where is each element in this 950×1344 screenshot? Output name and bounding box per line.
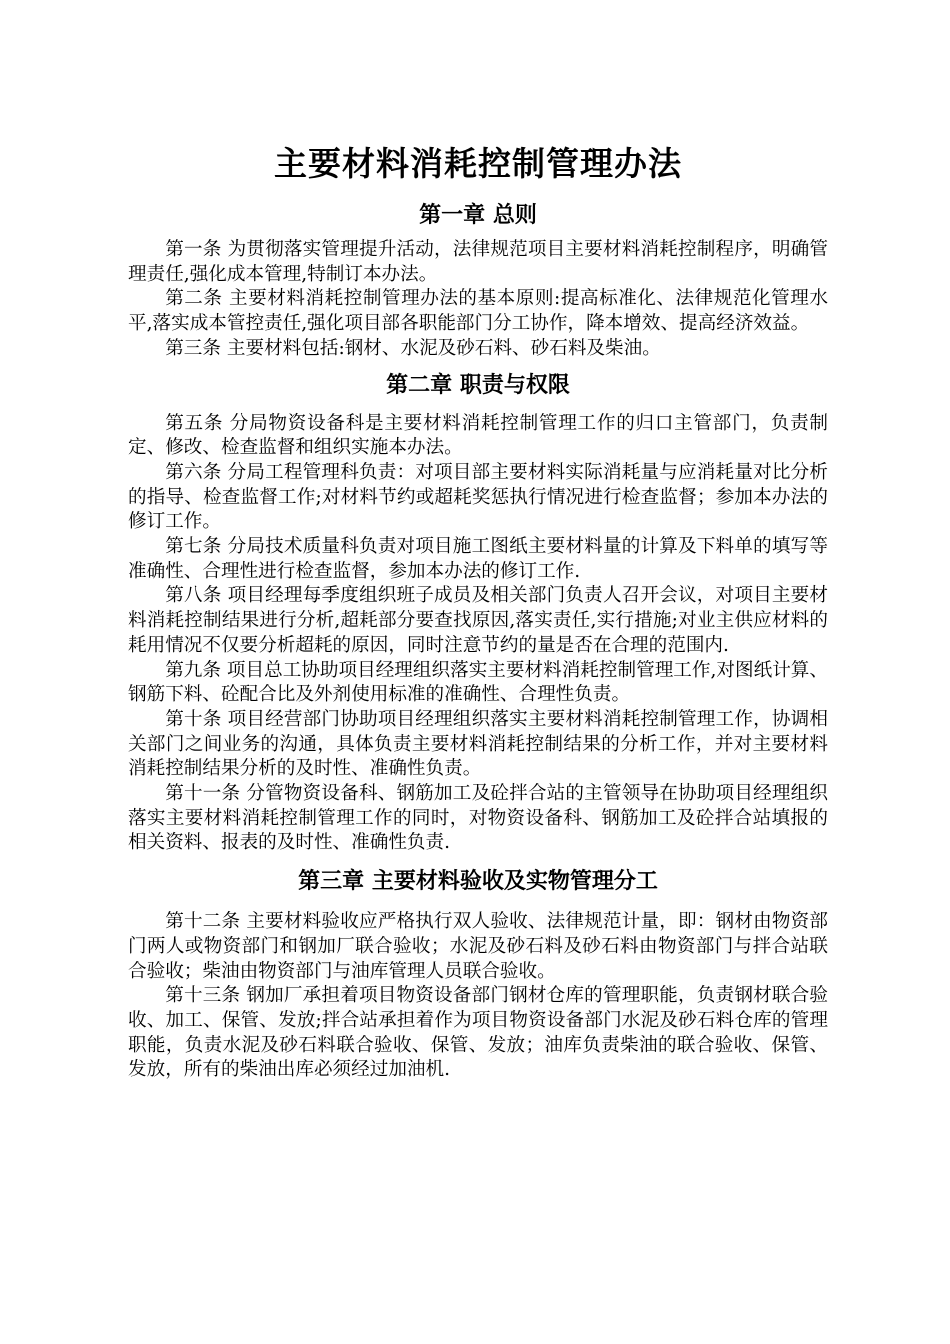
chapter-title: 第二章 职责与权限 [386,372,570,398]
chapter-acceptance [128,862,828,1083]
article-5: 第五条 分局物资设备科是主要材料消耗控制管理工作的归口主管部门，负责制定、修改、检查监督和组织实施本办法。 [128,412,828,459]
chapter-duties [128,366,828,857]
article-1: 第一条 为贯彻落实管理提升活动，法律规范项目主要材料消耗控制程序，明确管理责任,强化成本管理,特制订本办法。 [128,239,828,285]
article-9: 第九条 项目总工协助项目经理组织落实主要材料消耗控制管理工作,对图纸计算、钢筋下料、砼配合比及外剂使用标准的准确性、合理性负责。 [128,659,828,706]
article-13: 第十三条 钢加厂承担着项目物资设备部门钢材仓库的管理职能，负责钢材联合验收、加工、保管、发放;拌合站承担着作为项目物资设备部门水泥及砂石料仓库的管理职能，负责水泥及砂石料联合验收、保管、发放；油库负责柴油的联合验收、保管、发放，所有的柴油出库必须经过加油机. [128,985,828,1081]
article-2: 第二条 主要材料消耗控制管理办法的基本原则:提高标准化、法律规范化管理水平,落实成本管控责任,强化项目部各职能部门分工协作，降本增效、提高经济效益。 [128,288,828,335]
chapter-title: 第三章 主要材料验收及实物管理分工 [298,869,658,895]
article-7: 第七条 分局技术质量科负责对项目施工图纸主要材料量的计算及下料单的填写等准确性、合理性进行检查监督，参加本办法的修订工作. [128,536,828,582]
document-title: 主要材料消耗控制管理办法 [274,144,682,183]
chapter-general [128,196,828,362]
article-10: 第十条 项目经营部门协助项目经理组织落实主要材料消耗控制管理工作，协调相关部门之间业务的沟通，具体负责主要材料消耗控制结果的分析工作，并对主要材料消耗控制结果分析的及时性、准确性负责。 [128,708,828,780]
article-3: 第三条 主要材料包括:钢材、水泥及砂石料、砂石料及柴油。 [165,337,661,359]
article-6: 第六条 分局工程管理科负责：对项目部主要材料实际消耗量与应消耗量对比分析的指导、检查监督工作;对材料节约或超耗奖惩执行情况进行检查监督；参加本办法的修订工作。 [128,461,828,533]
chapter-title: 第一章 总则 [419,203,537,228]
article-11: 第十一条 分管物资设备科、钢筋加工及砼拌合站的主管领导在协助项目经理组织落实主要材料消耗控制管理工作的同时，对物资设备科、钢筋加工及砼拌合站填报的相关资料、报表的及时性、准确性负责. [128,783,828,854]
document-page [128,138,828,1083]
article-12: 第十二条 主要材料验收应严格执行双人验收、法律规范计量，即：钢材由物资部门两人或物资部门和钢加厂联合验收；水泥及砂石料及砂石料由物资部门与拌合站联合验收；柴油由物资部门与油库管理人员联合验收。 [128,911,828,982]
article-8: 第八条 项目经理每季度组织班子成员及相关部门负责人召开会议，对项目主要材料消耗控制结果进行分析,超耗部分要查找原因,落实责任,实行措施;对业主供应材料的耗用情况不仅要分析超耗的原因，同时注意节约的量是否在合理的范围内. [128,585,828,656]
